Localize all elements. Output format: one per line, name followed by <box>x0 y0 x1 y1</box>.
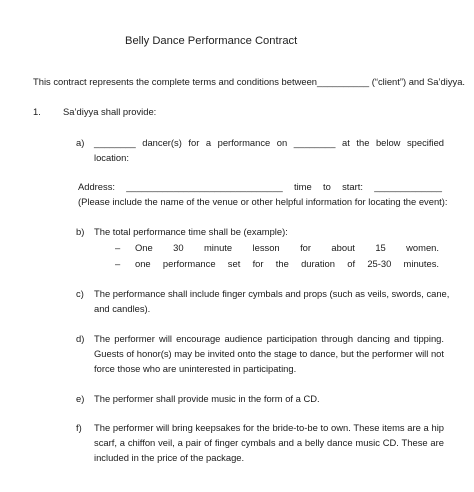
item-b-bullets <box>115 242 439 274</box>
item-c-line-1: The performance shall include finger cymbals and props (such as veils, swords, cane, <box>94 288 450 299</box>
item-f-line-1: The performer will bring keepsakes for the bride-to-be to own. These items are a hip <box>94 422 444 433</box>
bullet-text: One 30 minute lesson for about 15 women. <box>135 242 439 253</box>
section-heading: Sa’diyya shall provide: <box>63 106 157 117</box>
item-d-line-2: Guests of honor(s) may be invited onto the stage to dance, but the performer will not <box>94 348 444 360</box>
item-f-line-3: included in the price of the package. <box>94 452 245 464</box>
item-label: f) <box>76 422 82 433</box>
section-number: 1. <box>33 106 41 117</box>
item-c-line-2: and candles). <box>94 303 151 315</box>
item-d-line-3: force those who are uninterested in participating. <box>94 363 297 375</box>
document-title: Belly Dance Performance Contract <box>125 35 298 47</box>
item-a-line-2: location: <box>94 152 129 164</box>
item-label: a) <box>76 137 85 148</box>
item-e-text: The performer shall provide music in the form of a CD. <box>94 393 320 404</box>
item-label: d) <box>76 333 85 344</box>
bullet-text: one performance set for the duration of 25-30 minutes. <box>135 258 439 269</box>
item-f-line-2: scarf, a chiffon veil, a pair of finger cymbals and a belly dance music CD. These are <box>94 437 444 449</box>
address-line: Address: ______________________________ time to start: _____________ <box>78 181 442 192</box>
item-a-line-1: ________ dancer(s) for a performance on ________ at the below specified <box>94 137 444 148</box>
dash-bullet-icon: – <box>115 258 121 269</box>
list-item <box>115 258 439 274</box>
item-label: b) <box>76 226 85 237</box>
item-d-line-1: The performer will encourage audience participation through dancing and tipping. <box>94 333 444 344</box>
item-b-text: The total performance time shall be (example): <box>94 226 288 237</box>
address-note: (Please include the name of the venue or other helpful information for locating the event): <box>78 196 448 207</box>
list-item <box>115 242 439 258</box>
dash-bullet-icon: – <box>115 242 121 253</box>
item-label: c) <box>76 288 84 299</box>
intro-paragraph: This contract represents the complete terms and conditions between__________ (“client”) and Sa’diyya. <box>33 76 466 87</box>
item-label: e) <box>76 393 85 404</box>
